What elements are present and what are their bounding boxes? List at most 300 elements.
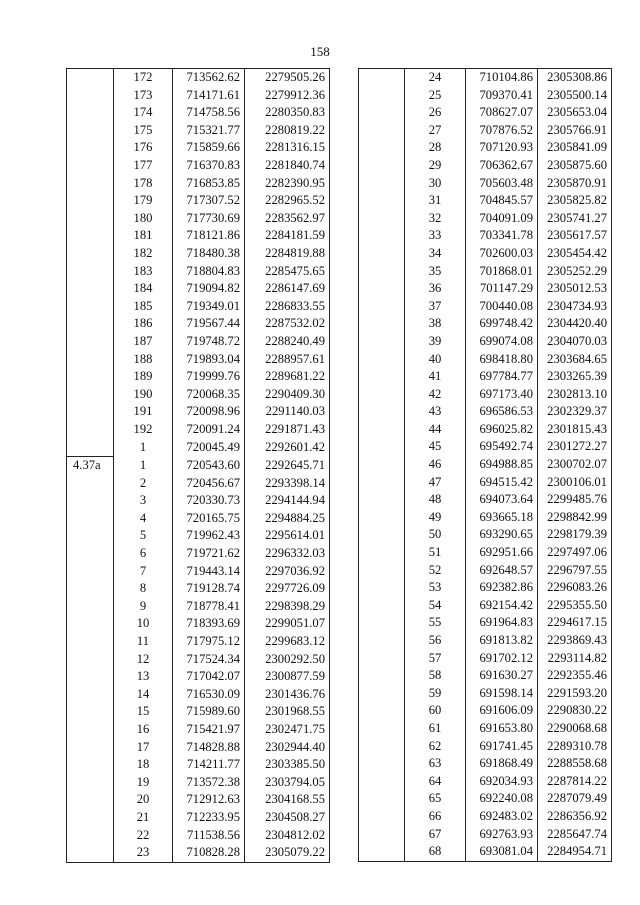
point-number-cell: 57 <box>428 650 442 665</box>
point-number-cell: 46 <box>428 457 442 472</box>
table-row <box>359 614 612 632</box>
x-coordinate-cell: 695492.74 <box>466 438 538 456</box>
table-row <box>67 210 330 228</box>
table-row <box>67 280 330 298</box>
y-coordinate-cell: 2284954.71 <box>538 843 612 861</box>
y-coordinate-cell: 2299683.12 <box>245 633 330 651</box>
point-number-cell: 180 <box>133 210 153 225</box>
point-number-cell: 65 <box>428 791 442 806</box>
section-cell <box>359 667 405 685</box>
table-row <box>67 809 330 827</box>
y-coordinate-cell: 2305870.91 <box>538 175 612 193</box>
table-row <box>359 403 612 421</box>
y-coordinate-cell: 2289681.22 <box>245 368 330 386</box>
x-coordinate-cell: 718804.83 <box>173 263 245 281</box>
y-coordinate-cell: 2287532.02 <box>245 315 330 333</box>
y-coordinate-cell: 2305079.22 <box>245 844 330 862</box>
y-coordinate-cell: 2305308.86 <box>538 69 612 87</box>
y-coordinate-cell: 2303265.39 <box>538 368 612 386</box>
point-number-cell: 15 <box>136 704 150 719</box>
section-cell <box>359 632 405 650</box>
section-cell <box>359 456 405 474</box>
table-row <box>359 122 612 140</box>
table-row <box>67 245 330 263</box>
table-row <box>359 104 612 122</box>
y-coordinate-cell: 2293398.14 <box>245 475 330 493</box>
section-cell <box>359 227 405 245</box>
table-row <box>67 333 330 351</box>
table-row <box>67 368 330 386</box>
y-coordinate-cell: 2282965.52 <box>245 192 330 210</box>
section-cell <box>359 685 405 703</box>
x-coordinate-cell: 693290.65 <box>466 526 538 544</box>
section-cell <box>359 755 405 773</box>
y-coordinate-cell: 2305841.09 <box>538 139 612 157</box>
point-number-cell: 40 <box>428 351 442 366</box>
x-coordinate-cell: 691653.80 <box>466 720 538 738</box>
point-number-cell: 55 <box>428 615 442 630</box>
section-cell <box>67 580 114 598</box>
x-coordinate-cell: 704091.09 <box>466 210 538 228</box>
section-cell <box>359 280 405 298</box>
section-cell <box>67 545 114 563</box>
section-cell <box>359 192 405 210</box>
y-coordinate-cell: 2291593.20 <box>538 685 612 703</box>
section-cell <box>67 563 114 581</box>
table-row <box>67 104 330 122</box>
table-row <box>67 386 330 404</box>
section-cell <box>359 720 405 738</box>
table-row <box>359 315 612 333</box>
x-coordinate-cell: 692154.42 <box>466 597 538 615</box>
point-number-cell: 34 <box>428 245 442 260</box>
section-cell <box>67 809 114 827</box>
table-row <box>359 790 612 808</box>
section-cell <box>359 139 405 157</box>
x-coordinate-cell: 719349.01 <box>173 298 245 316</box>
section-cell <box>67 245 114 263</box>
y-coordinate-cell: 2304168.55 <box>245 791 330 809</box>
point-number-cell: 1 <box>139 457 147 472</box>
point-number-cell: 13 <box>136 669 150 684</box>
point-number-cell: 30 <box>428 175 442 190</box>
section-cell <box>359 562 405 580</box>
section-cell <box>359 808 405 826</box>
table-row <box>67 563 330 581</box>
x-coordinate-cell: 713572.38 <box>173 774 245 792</box>
y-coordinate-cell: 2298842.99 <box>538 509 612 527</box>
point-number-cell: 183 <box>133 263 153 278</box>
table-row <box>67 703 330 721</box>
point-number-cell: 41 <box>428 369 442 384</box>
point-number-cell: 27 <box>428 122 442 137</box>
x-coordinate-cell: 716530.09 <box>173 686 245 704</box>
point-number-cell: 67 <box>428 826 442 841</box>
table-row <box>67 598 330 616</box>
table-row <box>67 263 330 281</box>
x-coordinate-cell: 720098.96 <box>173 403 245 421</box>
point-number-cell: 38 <box>428 316 442 331</box>
x-coordinate-cell: 691741.45 <box>466 738 538 756</box>
section-cell <box>67 721 114 739</box>
y-coordinate-cell: 2302471.75 <box>245 721 330 739</box>
point-number-cell: 60 <box>428 703 442 718</box>
section-cell: 4.37a <box>67 457 114 475</box>
table-row <box>67 403 330 421</box>
table-row <box>67 756 330 774</box>
section-cell <box>67 686 114 704</box>
y-coordinate-cell: 2303684.65 <box>538 351 612 369</box>
section-cell <box>67 703 114 721</box>
x-coordinate-cell: 714211.77 <box>173 756 245 774</box>
section-cell <box>359 843 405 861</box>
section-cell <box>359 175 405 193</box>
x-coordinate-cell: 714828.88 <box>173 739 245 757</box>
y-coordinate-cell: 2294144.94 <box>245 492 330 510</box>
section-cell <box>67 87 114 105</box>
y-coordinate-cell: 2300106.01 <box>538 474 612 492</box>
y-coordinate-cell: 2287079.49 <box>538 790 612 808</box>
table-row <box>67 791 330 809</box>
point-number-cell: 6 <box>139 546 147 561</box>
point-number-cell: 68 <box>405 843 466 861</box>
y-coordinate-cell: 2281316.15 <box>245 139 330 157</box>
x-coordinate-cell: 693665.18 <box>466 509 538 527</box>
table-row <box>67 844 330 862</box>
section-cell <box>359 438 405 456</box>
table-row <box>359 650 612 668</box>
x-coordinate-cell: 691868.49 <box>466 755 538 773</box>
table-row <box>67 827 330 845</box>
table-row <box>359 632 612 650</box>
y-coordinate-cell: 2296797.55 <box>538 562 612 580</box>
x-coordinate-cell: 706362.67 <box>466 157 538 175</box>
table-row <box>67 651 330 669</box>
y-coordinate-cell: 2289310.78 <box>538 738 612 756</box>
x-coordinate-cell: 710104.86 <box>466 69 538 87</box>
x-coordinate-cell: 697173.40 <box>466 386 538 404</box>
y-coordinate-cell: 2305653.04 <box>538 104 612 122</box>
section-cell <box>67 598 114 616</box>
table-row <box>359 192 612 210</box>
y-coordinate-cell: 2305741.27 <box>538 210 612 228</box>
point-number-cell: 33 <box>428 228 442 243</box>
x-coordinate-cell: 692382.86 <box>466 579 538 597</box>
point-number-cell: 18 <box>136 757 150 772</box>
x-coordinate-cell: 720543.60 <box>173 457 245 475</box>
table-row <box>359 685 612 703</box>
table-row <box>359 562 612 580</box>
table-row <box>359 69 612 87</box>
x-coordinate-cell: 701147.29 <box>466 280 538 298</box>
section-cell <box>359 614 405 632</box>
x-coordinate-cell: 699074.08 <box>466 333 538 351</box>
section-cell <box>359 702 405 720</box>
table-row <box>67 492 330 510</box>
y-coordinate-cell: 2305012.53 <box>538 280 612 298</box>
section-cell <box>359 104 405 122</box>
point-number-cell: 32 <box>428 210 442 225</box>
section-cell <box>67 844 114 862</box>
section-cell <box>67 633 114 651</box>
point-number-cell: 25 <box>428 87 442 102</box>
table-row <box>67 633 330 651</box>
point-number-cell: 21 <box>136 809 150 824</box>
x-coordinate-cell: 708627.07 <box>466 104 538 122</box>
point-number-cell: 16 <box>136 721 150 736</box>
point-number-cell: 20 <box>136 792 150 807</box>
table-row <box>359 227 612 245</box>
x-coordinate-cell: 717975.12 <box>173 633 245 651</box>
point-number-cell: 50 <box>428 527 442 542</box>
section-cell <box>67 69 114 87</box>
table-row <box>359 843 612 861</box>
section-cell <box>67 403 114 421</box>
section-cell <box>67 827 114 845</box>
point-number-cell: 44 <box>428 421 442 436</box>
y-coordinate-cell: 2301436.76 <box>245 686 330 704</box>
table-row <box>359 526 612 544</box>
table-row <box>359 720 612 738</box>
point-number-cell: 186 <box>133 316 153 331</box>
y-coordinate-cell: 2300292.50 <box>245 651 330 669</box>
section-cell <box>359 69 405 87</box>
coordinates-table-left <box>66 68 330 863</box>
x-coordinate-cell: 718121.86 <box>173 227 245 245</box>
point-number-cell: 177 <box>133 157 153 172</box>
table-row <box>67 580 330 598</box>
table-row <box>359 808 612 826</box>
section-cell <box>67 756 114 774</box>
y-coordinate-cell: 2288558.68 <box>538 755 612 773</box>
y-coordinate-cell: 2283562.97 <box>245 210 330 228</box>
point-number-cell: 187 <box>133 333 153 348</box>
y-coordinate-cell: 2299051.07 <box>245 615 330 633</box>
x-coordinate-cell: 719999.76 <box>173 368 245 386</box>
x-coordinate-cell: 691606.09 <box>466 702 538 720</box>
point-number-cell: 56 <box>428 633 442 647</box>
table-row <box>359 579 612 597</box>
y-coordinate-cell: 2286147.69 <box>245 280 330 298</box>
point-number-cell: 54 <box>428 597 442 612</box>
x-coordinate-cell: 691702.12 <box>466 650 538 668</box>
table-row <box>67 157 330 175</box>
section-cell <box>67 615 114 633</box>
x-coordinate-cell: 714171.61 <box>173 87 245 105</box>
x-coordinate-cell: 720456.67 <box>173 475 245 493</box>
x-coordinate-cell: 692648.57 <box>466 562 538 580</box>
table-row <box>359 826 612 844</box>
point-number-cell: 185 <box>133 298 153 313</box>
section-cell <box>67 791 114 809</box>
table-row <box>67 686 330 704</box>
point-number-cell: 172 <box>114 69 173 87</box>
y-coordinate-cell: 2293114.82 <box>538 650 612 668</box>
y-coordinate-cell: 2280350.83 <box>245 104 330 122</box>
y-coordinate-cell: 2292355.46 <box>538 667 612 685</box>
section-cell <box>359 491 405 509</box>
x-coordinate-cell: 693081.04 <box>466 843 538 861</box>
y-coordinate-cell: 2291140.03 <box>245 403 330 421</box>
x-coordinate-cell: 698418.80 <box>466 351 538 369</box>
section-cell <box>67 104 114 122</box>
y-coordinate-cell: 2305875.60 <box>538 157 612 175</box>
point-number-cell: 14 <box>136 686 150 701</box>
y-coordinate-cell: 2305825.82 <box>538 192 612 210</box>
y-coordinate-cell: 2302813.10 <box>538 386 612 404</box>
table-row <box>67 122 330 140</box>
x-coordinate-cell: 694515.42 <box>466 474 538 492</box>
y-coordinate-cell: 2279912.36 <box>245 87 330 105</box>
table-row <box>67 139 330 157</box>
section-cell <box>67 227 114 245</box>
section-cell <box>67 351 114 369</box>
point-number-cell: 53 <box>428 580 442 595</box>
x-coordinate-cell: 717307.52 <box>173 192 245 210</box>
x-coordinate-cell: 714758.56 <box>173 104 245 122</box>
y-coordinate-cell: 2302329.37 <box>538 403 612 421</box>
table-row <box>359 597 612 615</box>
y-coordinate-cell: 2292601.42 <box>245 438 330 456</box>
x-coordinate-cell: 718393.69 <box>173 615 245 633</box>
point-number-cell: 31 <box>428 193 442 208</box>
y-coordinate-cell: 2291871.43 <box>245 421 330 439</box>
y-coordinate-cell: 2304734.93 <box>538 298 612 316</box>
y-coordinate-cell: 2290068.68 <box>538 720 612 738</box>
point-number-cell: 17 <box>136 739 150 754</box>
page-number: 158 <box>310 44 330 59</box>
point-number-cell: 12 <box>136 651 150 666</box>
point-number-cell: 63 <box>428 756 442 771</box>
section-cell <box>359 298 405 316</box>
point-number-cell: 35 <box>428 263 442 278</box>
section-cell <box>67 280 114 298</box>
y-coordinate-cell: 2304812.02 <box>245 827 330 845</box>
point-number-cell: 10 <box>136 616 150 631</box>
point-number-cell: 1 <box>139 439 147 454</box>
point-number-cell: 48 <box>428 492 442 507</box>
table-row <box>359 509 612 527</box>
y-coordinate-cell: 2300877.59 <box>245 668 330 686</box>
section-cell <box>359 157 405 175</box>
table-row <box>67 87 330 105</box>
point-number-cell: 28 <box>428 140 442 155</box>
point-number-cell: 189 <box>133 369 153 384</box>
section-cell <box>67 368 114 386</box>
table-row <box>67 298 330 316</box>
y-coordinate-cell: 2280819.22 <box>245 122 330 140</box>
section-cell <box>67 475 114 493</box>
table-row <box>67 69 330 87</box>
section-cell <box>359 826 405 844</box>
section-cell <box>67 510 114 528</box>
point-number-cell: 188 <box>133 351 153 366</box>
x-coordinate-cell: 709370.41 <box>466 87 538 105</box>
point-number-cell: 43 <box>428 404 442 419</box>
table-row <box>359 368 612 386</box>
x-coordinate-cell: 692240.08 <box>466 790 538 808</box>
y-coordinate-cell: 2294617.15 <box>538 614 612 632</box>
table-row <box>359 738 612 756</box>
x-coordinate-cell: 697784.77 <box>466 368 538 386</box>
table-row <box>67 175 330 193</box>
section-cell <box>67 210 114 228</box>
x-coordinate-cell: 717524.34 <box>173 651 245 669</box>
section-cell <box>67 651 114 669</box>
point-number-cell: 19 <box>136 774 150 789</box>
section-cell <box>359 403 405 421</box>
y-coordinate-cell: 2286833.55 <box>245 298 330 316</box>
point-number-cell: 64 <box>428 773 442 788</box>
y-coordinate-cell: 2301815.43 <box>538 421 612 439</box>
x-coordinate-cell: 720068.35 <box>173 386 245 404</box>
x-coordinate-cell: 707120.93 <box>466 139 538 157</box>
section-cell <box>67 527 114 545</box>
x-coordinate-cell: 692034.93 <box>466 773 538 791</box>
point-number-cell: 182 <box>133 245 153 260</box>
x-coordinate-cell: 710828.28 <box>173 844 245 862</box>
point-number-cell: 176 <box>133 140 153 155</box>
x-coordinate-cell: 692951.66 <box>466 544 538 562</box>
point-number-cell: 47 <box>428 474 442 489</box>
table-row <box>359 245 612 263</box>
x-coordinate-cell: 719128.74 <box>173 580 245 598</box>
point-number-cell: 4 <box>139 510 147 525</box>
table-row <box>67 739 330 757</box>
y-coordinate-cell: 2297497.06 <box>538 544 612 562</box>
table-row <box>359 491 612 509</box>
x-coordinate-cell: 691964.83 <box>466 614 538 632</box>
x-coordinate-cell: 720045.49 <box>173 438 245 456</box>
y-coordinate-cell: 2300702.07 <box>538 456 612 474</box>
table-row <box>67 315 330 333</box>
x-coordinate-cell: 715421.97 <box>173 721 245 739</box>
table-row <box>359 667 612 685</box>
point-number-cell: 174 <box>133 105 153 120</box>
x-coordinate-cell: 694073.64 <box>466 491 538 509</box>
y-coordinate-cell: 2305617.57 <box>538 227 612 245</box>
x-coordinate-cell: 719962.43 <box>173 527 245 545</box>
y-coordinate-cell: 2301272.27 <box>538 438 612 456</box>
x-coordinate-cell: 718480.38 <box>173 245 245 263</box>
table-row <box>359 210 612 228</box>
point-number-cell: 22 <box>136 827 150 842</box>
y-coordinate-cell: 2288240.49 <box>245 333 330 351</box>
point-number-cell: 175 <box>133 122 153 137</box>
point-number-cell: 173 <box>133 87 153 102</box>
point-number-cell: 66 <box>428 808 442 823</box>
section-cell <box>359 368 405 386</box>
table-row <box>359 351 612 369</box>
point-number-cell: 7 <box>139 563 147 578</box>
section-cell <box>359 544 405 562</box>
section-cell <box>67 668 114 686</box>
section-cell <box>359 579 405 597</box>
x-coordinate-cell: 712912.63 <box>173 791 245 809</box>
x-coordinate-cell: 711538.56 <box>173 827 245 845</box>
section-cell <box>359 738 405 756</box>
y-coordinate-cell: 2294884.25 <box>245 510 330 528</box>
point-number-cell: 9 <box>139 598 147 613</box>
x-coordinate-cell: 691598.14 <box>466 685 538 703</box>
y-coordinate-cell: 2304420.40 <box>538 315 612 333</box>
x-coordinate-cell: 702600.03 <box>466 245 538 263</box>
point-number-cell: 45 <box>428 439 442 454</box>
table-row <box>67 457 330 475</box>
y-coordinate-cell: 2285647.74 <box>538 826 612 844</box>
table-row <box>67 545 330 563</box>
y-coordinate-cell: 2299485.76 <box>538 491 612 509</box>
